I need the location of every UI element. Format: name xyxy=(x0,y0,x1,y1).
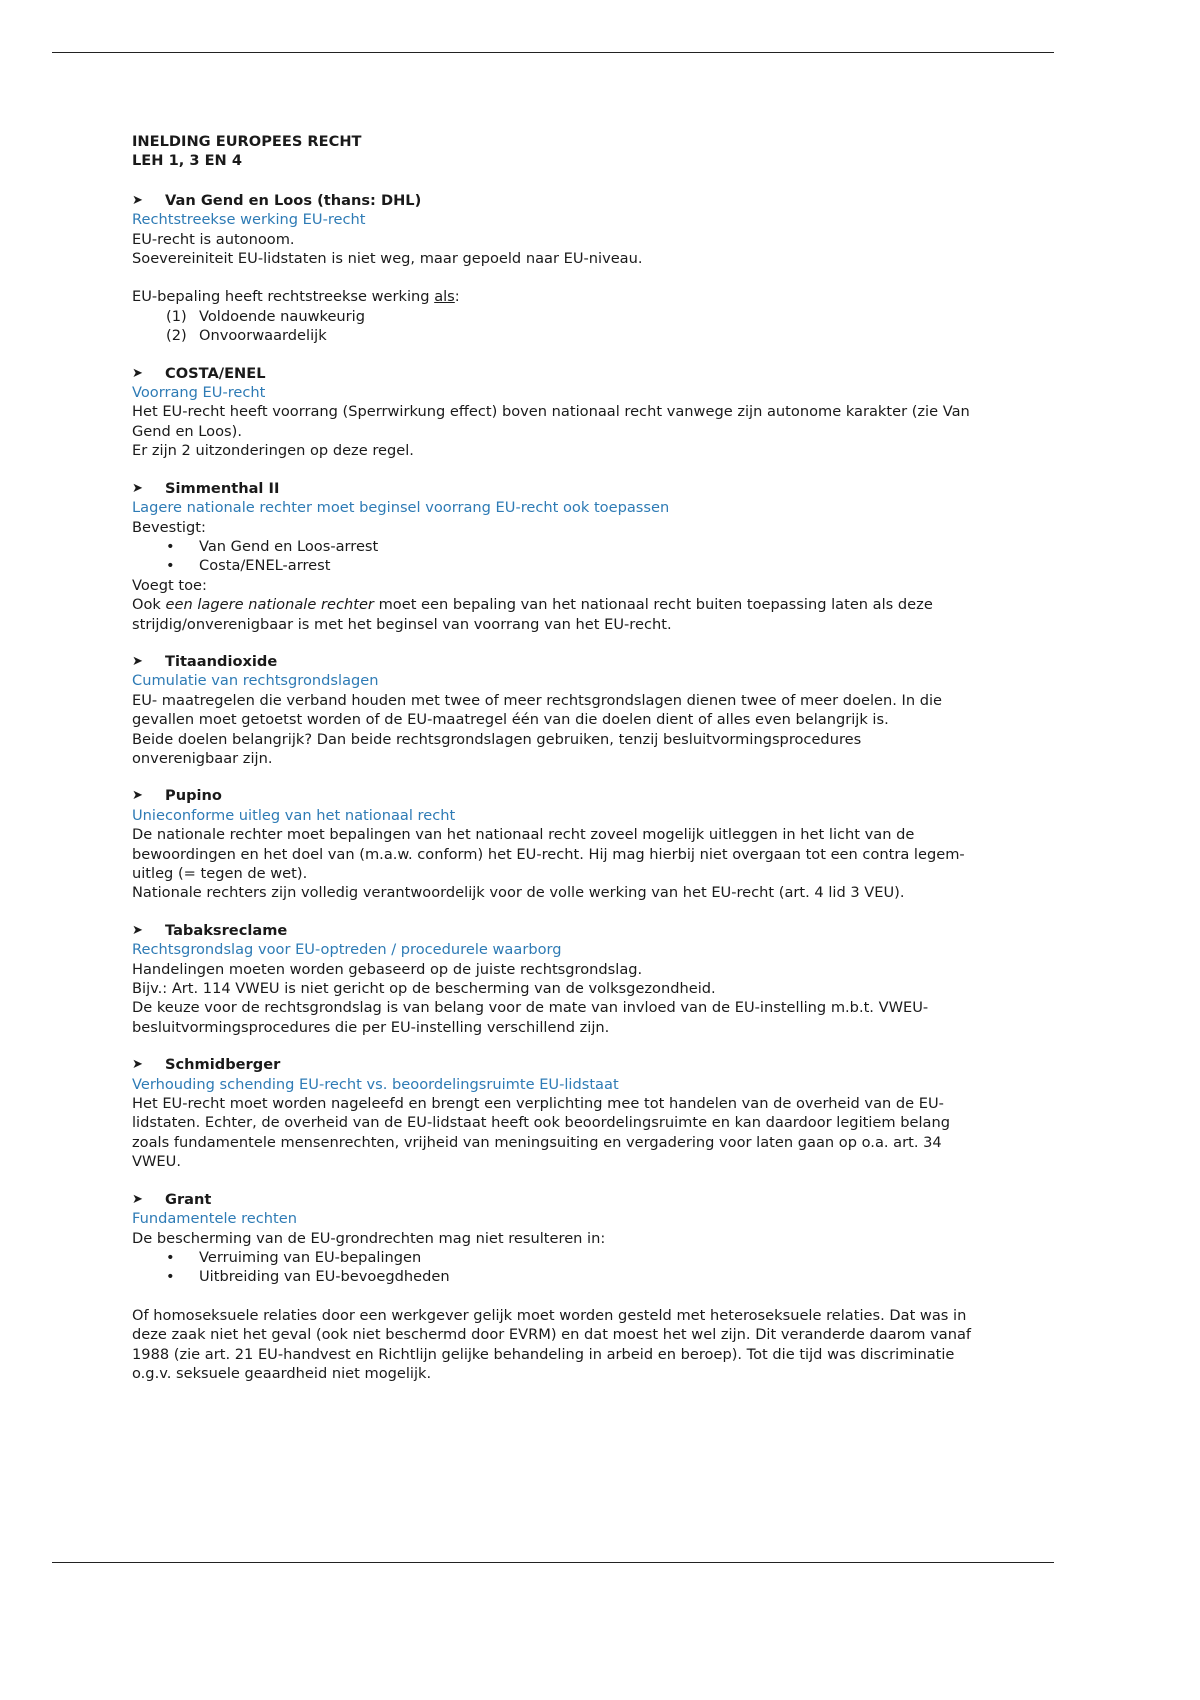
text: EU-bepaling heeft rechtstreekse werking xyxy=(132,288,435,306)
case-heading xyxy=(132,921,972,940)
title-line-1: INELDING EUROPEES RECHT xyxy=(132,133,362,150)
case-heading xyxy=(132,786,972,805)
case-subtitle: Cumulatie van rechtsgrondslagen xyxy=(132,672,379,690)
arrowhead-bullet-icon: ➤ xyxy=(132,1057,143,1073)
text: Ook xyxy=(132,596,166,614)
case-subtitle: Fundamentele rechten xyxy=(132,1210,297,1228)
paragraph xyxy=(132,287,972,306)
paragraph: Er zijn 2 uitzonderingen op deze regel. xyxy=(132,442,414,460)
paragraph: Of homoseksuele relaties door een werkgever gelijk moet worden gesteld met heteroseksuele relaties. Dat was in deze zaak niet het geval (ook niet beschermd door EVRM) en dat moest het wel zijn. Dit veranderde daarom vanaf 1988 (zie art. 21 EU-handvest en Richtlijn gelijke behandeling in arbeid en beroep). Tot die tijd was discriminatie o.g.v. seksuele geaardheid niet mogelijk. xyxy=(132,1306,972,1382)
arrowhead-bullet-icon: ➤ xyxy=(132,480,143,496)
text: : xyxy=(454,288,460,306)
list-text: Uitbreiding van EU-bevoegdheden xyxy=(199,1268,450,1286)
case-heading xyxy=(132,1190,972,1209)
case-title: Schmidberger xyxy=(165,1056,281,1074)
paragraph: Het EU-recht moet worden nageleefd en brengt een verplichting mee tot handelen van de overheid van de EU-lidstaten. Echter, de overheid van de EU-lidstaat heeft ook beoordelingsruimte en kan daardoor legitiem belang zoals fundamentele mensenrechten, vrijheid van meningsuiting en vergadering voor laten gaan op o.a. art. 34 VWEU. xyxy=(132,1095,950,1171)
bullet-dot-icon: • xyxy=(166,537,175,555)
header-rule xyxy=(52,52,1054,53)
list-text: Verruiming van EU-bepalingen xyxy=(199,1248,422,1266)
arrowhead-bullet-icon: ➤ xyxy=(132,1191,143,1207)
paragraph: EU- maatregelen die verband houden met twee of meer rechtsgrondslagen dienen twee of meer doelen. In die gevallen moet getoetst worden of de EU-maatregel één van die doelen dient of alles even belangrijk is. xyxy=(132,691,943,729)
arrowhead-bullet-icon: ➤ xyxy=(132,365,143,381)
section-van-gend-en-loos xyxy=(132,191,972,346)
title-line-2: LEH 1, 3 EN 4 xyxy=(132,152,242,170)
italic-text: een lagere nationale rechter xyxy=(165,596,374,614)
list-item xyxy=(166,326,972,345)
arrowhead-bullet-icon: ➤ xyxy=(132,653,143,669)
list-item xyxy=(166,556,972,575)
paragraph xyxy=(132,595,972,634)
list-item xyxy=(166,1267,972,1286)
case-heading xyxy=(132,1055,972,1074)
underlined-text: als xyxy=(434,288,455,306)
footer-rule xyxy=(52,1562,1054,1563)
list-item xyxy=(166,1248,972,1267)
section-grant xyxy=(132,1190,972,1384)
case-subtitle: Rechtsgrondslag voor EU-optreden / procedurele waarborg xyxy=(132,941,562,959)
case-title: Tabaksreclame xyxy=(165,921,288,939)
case-heading xyxy=(132,652,972,671)
paragraph: Voegt toe: xyxy=(132,576,207,594)
paragraph: EU-recht is autonoom. xyxy=(132,230,295,248)
section-tabaksreclame xyxy=(132,921,972,1037)
list-text: Van Gend en Loos-arrest xyxy=(199,537,379,555)
case-subtitle: Rechtstreekse werking EU-recht xyxy=(132,211,366,229)
paragraph: Soevereiniteit EU-lidstaten is niet weg, maar gepoeld naar EU-niveau. xyxy=(132,250,643,268)
bullet-dot-icon: • xyxy=(166,557,175,575)
list-text: Voldoende nauwkeurig xyxy=(199,307,365,325)
list-text: Onvoorwaardelijk xyxy=(199,327,327,345)
case-title: COSTA/ENEL xyxy=(165,364,266,382)
case-subtitle: Verhouding schending EU-recht vs. beoordelingsruimte EU-lidstaat xyxy=(132,1075,619,1093)
case-subtitle: Unieconforme uitleg van het nationaal recht xyxy=(132,806,456,824)
numbered-list xyxy=(166,307,972,346)
case-heading xyxy=(132,364,972,383)
list-number: (2) xyxy=(166,327,187,345)
list-number: (1) xyxy=(166,307,187,325)
case-title: Van Gend en Loos (thans: DHL) xyxy=(165,191,422,209)
document-body xyxy=(132,132,972,1383)
section-pupino xyxy=(132,786,972,902)
paragraph: Het EU-recht heeft voorrang (Sperrwirkung effect) boven nationaal recht vanwege zijn autonome karakter (zie Van Gend en Loos). xyxy=(132,403,970,440)
case-heading xyxy=(132,191,972,210)
paragraph: De nationale rechter moet bepalingen van het nationaal recht zoveel mogelijk uitleggen in het licht van de bewoordingen en het doel van (m.a.w. conform) het EU-recht. Hij mag hierbij niet overgaan tot een contra legem-uitleg (= tegen de wet). xyxy=(132,826,965,882)
bullet-dot-icon: • xyxy=(166,1268,175,1286)
bullet-list xyxy=(166,537,972,576)
case-subtitle: Lagere nationale rechter moet beginsel voorrang EU-recht ook toepassen xyxy=(132,499,670,517)
bullet-dot-icon: • xyxy=(166,1248,175,1266)
case-title: Pupino xyxy=(165,787,222,805)
section-costa-enel xyxy=(132,364,972,461)
arrowhead-bullet-icon: ➤ xyxy=(132,192,143,208)
section-simmenthal-ii xyxy=(132,479,972,634)
case-heading xyxy=(132,479,972,498)
paragraph: Bijv.: Art. 114 VWEU is niet gericht op de bescherming van de volksgezondheid. xyxy=(132,980,716,998)
bullet-list xyxy=(166,1248,972,1287)
arrowhead-bullet-icon: ➤ xyxy=(132,922,143,938)
case-title: Grant xyxy=(165,1190,212,1208)
paragraph: De bescherming van de EU-grondrechten mag niet resulteren in: xyxy=(132,1229,606,1247)
section-titaandioxide xyxy=(132,652,972,768)
paragraph: De keuze voor de rechtsgrondslag is van belang voor de mate van invloed van de EU-instelling m.b.t. VWEU-besluitvormingsprocedures die per EU-instelling verschillend zijn. xyxy=(132,999,929,1036)
list-item xyxy=(166,537,972,556)
case-subtitle: Voorrang EU-recht xyxy=(132,384,266,402)
case-title: Titaandioxide xyxy=(165,652,278,670)
list-text: Costa/ENEL-arrest xyxy=(199,557,331,575)
paragraph: Bevestigt: xyxy=(132,518,206,536)
paragraph: Nationale rechters zijn volledig verantwoordelijk voor de volle werking van het EU-recht (art. 4 lid 3 VEU). xyxy=(132,884,905,902)
paragraph: Handelingen moeten worden gebaseerd op de juiste rechtsgrondslag. xyxy=(132,960,643,978)
text: moet een bepaling van het nationaal recht buiten toepassing laten als deze strijdig/onverenigbaar is met het beginsel van voorrang van het EU-recht. xyxy=(132,596,933,633)
arrowhead-bullet-icon: ➤ xyxy=(132,788,143,804)
paragraph: Beide doelen belangrijk? Dan beide rechtsgrondslagen gebruiken, tenzij besluitvormingsprocedures onverenigbaar zijn. xyxy=(132,730,862,767)
document-title xyxy=(132,132,972,171)
section-schmidberger xyxy=(132,1055,972,1171)
list-item xyxy=(166,307,972,326)
case-title: Simmenthal II xyxy=(165,479,280,497)
